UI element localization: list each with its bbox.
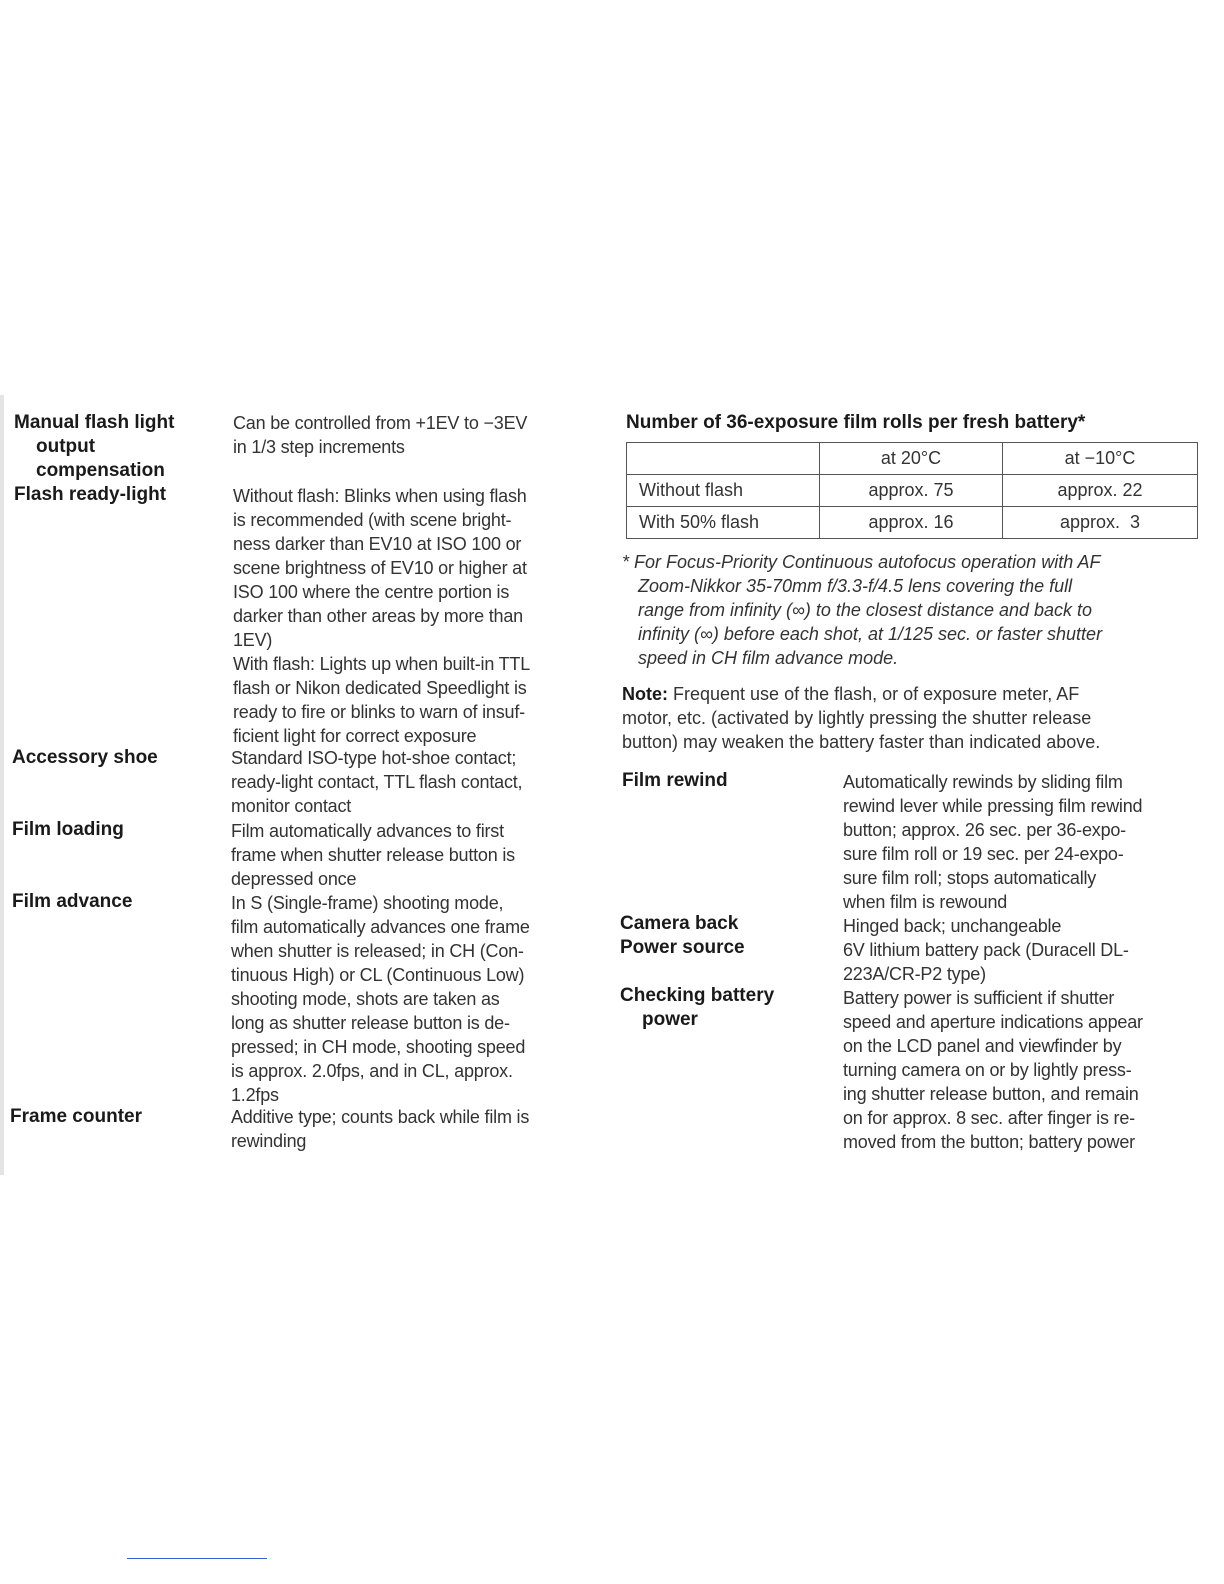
term-line: Accessory shoe xyxy=(12,747,158,768)
desc-line: 1EV) xyxy=(233,630,273,650)
term-line: power xyxy=(642,1009,698,1030)
spec-desc-checking-battery xyxy=(843,986,1143,1154)
footnote-line: range from infinity (∞) to the closest distance and back to xyxy=(638,600,1093,620)
spec-term-manual-flash xyxy=(14,411,174,483)
spec-desc-power-source xyxy=(843,938,1129,986)
spec-term-film-loading xyxy=(12,818,124,842)
desc-line: on for approx. 8 sec. after finger is re- xyxy=(843,1108,1135,1128)
battery-table xyxy=(626,442,1198,539)
desc-line: long as shutter release button is de- xyxy=(231,1013,510,1033)
note-line: button) may weaken the battery faster than indicated above. xyxy=(622,732,1101,752)
spec-term-frame-counter xyxy=(10,1105,142,1129)
desc-line: when film is rewound xyxy=(843,892,1008,912)
desc-line: on the LCD panel and viewfinder by xyxy=(843,1036,1122,1056)
spec-desc-film-advance xyxy=(231,891,530,1107)
note-first-line xyxy=(622,682,1182,706)
table-cell: approx. 16 xyxy=(820,507,1003,539)
table-row xyxy=(627,507,1198,539)
spec-term-power-source xyxy=(620,936,745,960)
term-line: Power source xyxy=(620,937,745,958)
spec-desc-film-rewind xyxy=(843,770,1142,914)
desc-line: ness darker than EV10 at ISO 100 or xyxy=(233,534,522,554)
desc-line: flash or Nikon dedicated Speedlight is xyxy=(233,678,527,698)
desc-line: Automatically rewinds by sliding film xyxy=(843,772,1123,792)
desc-line: 1.2fps xyxy=(231,1085,279,1105)
battery-table-title: Number of 36-exposure film rolls per fresh battery* xyxy=(626,412,1086,433)
term-line: Manual flash light xyxy=(14,412,175,433)
battery-footnote xyxy=(622,550,1197,670)
desc-line: monitor contact xyxy=(231,796,352,816)
term-line: Checking battery xyxy=(620,985,775,1006)
desc-line: ing shutter release button, and remain xyxy=(843,1084,1139,1104)
table-cell: at 20°C xyxy=(820,443,1003,475)
scan-edge-shadow xyxy=(0,395,4,1175)
term-line: Film loading xyxy=(12,819,124,840)
desc-line: film automatically advances one frame xyxy=(231,917,530,937)
table-cell: approx. 75 xyxy=(820,475,1003,507)
footnote-line: * For Focus-Priority Continuous autofocus operation with AF xyxy=(622,552,1101,572)
spec-term-checking-battery xyxy=(620,984,774,1032)
table-cell xyxy=(627,443,820,475)
desc-line: depressed once xyxy=(231,869,357,889)
desc-line: frame when shutter release button is xyxy=(231,845,515,865)
table-cell: at −10°C xyxy=(1003,443,1198,475)
spec-term-camera-back xyxy=(620,912,738,936)
footnote-line: infinity (∞) before each shot, at 1/125 sec. or faster shutter xyxy=(638,624,1103,644)
desc-line: Additive type; counts back while film is xyxy=(231,1107,530,1127)
spec-desc-frame-counter xyxy=(231,1105,529,1153)
desc-line: scene brightness of EV10 or higher at xyxy=(233,558,527,578)
desc-line: ISO 100 where the centre portion is xyxy=(233,582,510,602)
desc-line: 6V lithium battery pack (Duracell DL- xyxy=(843,940,1129,960)
desc-line: tinuous High) or CL (Continuous Low) xyxy=(231,965,525,985)
desc-line: is approx. 2.0fps, and in CL, approx. xyxy=(231,1061,513,1081)
desc-line: In S (Single-frame) shooting mode, xyxy=(231,893,504,913)
desc-line: turning camera on or by lightly press- xyxy=(843,1060,1132,1080)
table-cell: Without flash xyxy=(627,475,820,507)
spec-desc-flash-ready-light xyxy=(233,484,530,748)
term-line: Film rewind xyxy=(622,770,728,791)
desc-line: ficient light for correct exposure xyxy=(233,726,477,746)
desc-line: sure film roll; stops automatically xyxy=(843,868,1097,888)
note-line: motor, etc. (activated by lightly pressing the shutter release xyxy=(622,708,1092,728)
desc-line: Battery power is sufficient if shutter xyxy=(843,988,1115,1008)
term-line: compensation xyxy=(36,460,165,481)
spec-term-film-advance xyxy=(12,890,132,914)
spec-term-accessory-shoe xyxy=(12,746,158,770)
desc-line: darker than other areas by more than xyxy=(233,606,523,626)
table-cell: With 50% flash xyxy=(627,507,820,539)
desc-line: shooting mode, shots are taken as xyxy=(231,989,500,1009)
desc-line: when shutter is released; in CH (Con- xyxy=(231,941,524,961)
spec-desc-camera-back xyxy=(843,914,1061,938)
spec-desc-accessory-shoe xyxy=(231,746,522,818)
desc-line: With flash: Lights up when built-in TTL xyxy=(233,654,531,674)
desc-line: Without flash: Blinks when using flash xyxy=(233,486,527,506)
term-line: Film advance xyxy=(12,891,133,912)
battery-note xyxy=(622,682,1182,754)
desc-line: 223A/CR-P2 type) xyxy=(843,964,986,984)
note-text: Frequent use of the flash, or of exposure meter, AF xyxy=(668,684,1080,704)
desc-line: Hinged back; unchangeable xyxy=(843,916,1062,936)
bottom-link-underline xyxy=(127,1558,267,1559)
table-cell: approx. 22 xyxy=(1003,475,1198,507)
spec-term-flash-ready-light xyxy=(14,483,166,507)
table-row xyxy=(627,475,1198,507)
desc-line: in 1/3 step increments xyxy=(233,437,405,457)
desc-line: Standard ISO-type hot-shoe contact; xyxy=(231,748,517,768)
desc-line: Film automatically advances to first xyxy=(231,821,504,841)
term-line: Camera back xyxy=(620,913,739,934)
spec-term-film-rewind xyxy=(622,769,728,793)
spec-desc-film-loading xyxy=(231,819,515,891)
desc-line: rewinding xyxy=(231,1131,307,1151)
desc-line: is recommended (with scene bright- xyxy=(233,510,512,530)
desc-line: speed and aperture indications appear xyxy=(843,1012,1143,1032)
table-header-row xyxy=(627,443,1198,475)
footnote-line: Zoom-Nikkor 35-70mm f/3.3-f/4.5 lens covering the full xyxy=(638,576,1073,596)
spec-desc-manual-flash xyxy=(233,411,527,459)
footnote-line: speed in CH film advance mode. xyxy=(638,648,899,668)
desc-line: sure film roll or 19 sec. per 24-expo- xyxy=(843,844,1124,864)
desc-line: pressed; in CH mode, shooting speed xyxy=(231,1037,526,1057)
term-line: output xyxy=(36,436,96,457)
desc-line: ready to fire or blinks to warn of insuf- xyxy=(233,702,525,722)
desc-line: moved from the button; battery power xyxy=(843,1132,1135,1152)
term-line: Flash ready-light xyxy=(14,484,167,505)
desc-line: button; approx. 26 sec. per 36-expo- xyxy=(843,820,1126,840)
desc-line: ready-light contact, TTL flash contact, xyxy=(231,772,523,792)
term-line: Frame counter xyxy=(10,1106,142,1127)
table-cell: approx. 3 xyxy=(1003,507,1198,539)
desc-line: Can be controlled from +1EV to −3EV xyxy=(233,413,528,433)
note-label: Note: xyxy=(622,684,668,704)
desc-line: rewind lever while pressing film rewind xyxy=(843,796,1143,816)
